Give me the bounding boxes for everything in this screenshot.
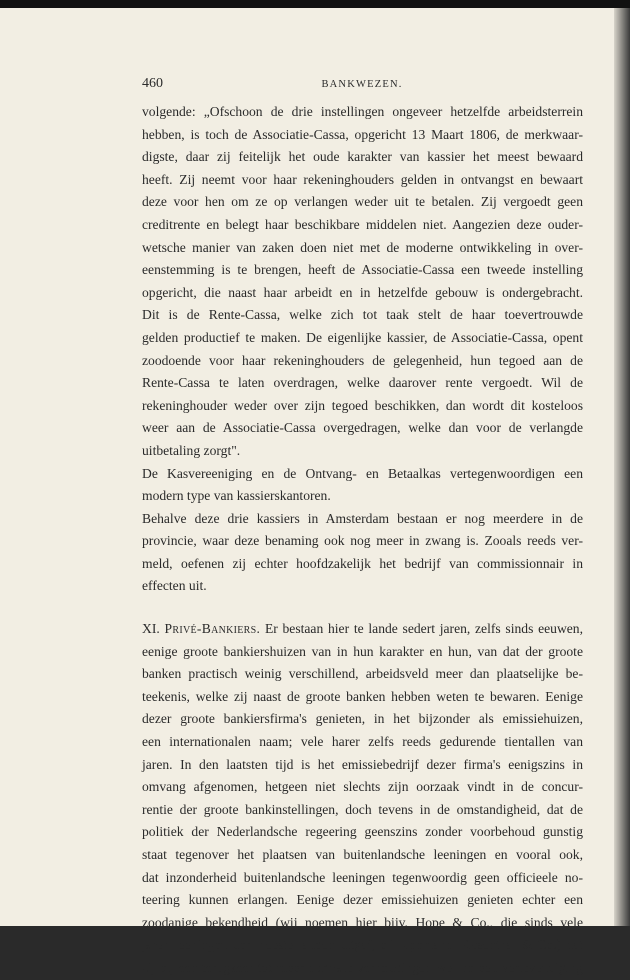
text-line: rekeninghouder weder over zijn tegoed beschikken, dan wordt dit kosteloos <box>142 397 583 413</box>
text-line: politiek der Nederlandsche regeering geenszins zonder voorbehoud gunstig <box>142 824 583 840</box>
section-first-line <box>142 618 583 641</box>
text-line: digste, daar zij feitelijk het oude karakter van kassier het meest bewaard <box>142 149 583 165</box>
text-line: wetsche manier van zaken doen niet met de moderne ontwikkeling in over- <box>142 239 583 255</box>
text-line: modern type van kassierskantoren. <box>142 488 331 504</box>
text-line: teering kunnen erlangen. Eenige dezer emissiehuizen genieten echter een <box>142 892 583 908</box>
text-line: Dit is de Rente-Cassa, welke zich tot taak stelt de haar toevertrouwde <box>142 307 583 323</box>
text-line: opgericht, die naast haar arbeidt en in hetzelfde gebouw is ondergebracht. <box>142 284 583 300</box>
text-line: uitbetaling zorgt". <box>142 442 241 458</box>
running-head: BANKWEZEN. <box>321 79 403 90</box>
text-line: staat tegenover het plaatsen van buitenlandsche leeningen en vooral ook, <box>142 847 583 862</box>
section-first-line-text: Er bestaan hier te lande sedert jaren, zelfs sinds eeuwen, <box>264 621 583 637</box>
text-line: omvang afgenomen, hetgeen niet slechts zijn oorzaak vindt in de concur- <box>142 779 583 795</box>
page-edge-shadow <box>614 8 630 926</box>
text-line: zoodoende voor haar rekeninghouders de gelegenheid, hun tegoed aan de <box>142 352 583 368</box>
scan-top-border <box>0 0 630 8</box>
text-line: volgende: „Ofschoon de drie instellingen ongeveer hetzelfde arbeidsterrein <box>142 104 583 119</box>
page-number: 460 <box>142 76 163 91</box>
body-text <box>142 101 583 980</box>
text-line: teekenis, welke zij naast de groote banken hebben weten te bewaren. Eenige <box>142 688 583 704</box>
text-line: heeft. Zij neemt voor haar rekeninghouders gelden in ontvangst en bewaart <box>142 171 583 187</box>
text-line: weer aan de Associatie-Cassa overgedragen, welke dan voor de verlangde <box>142 420 583 436</box>
text-line: dat inzonderheid buitenlandsche leeningen tegenwoordig geen officieele no- <box>142 869 583 885</box>
paragraph-kasvereeniging <box>142 463 583 508</box>
page-header <box>142 76 582 96</box>
text-line: Rente-Cassa te laten overdragen, welke daarover rente vergoedt. Wil de <box>142 375 583 391</box>
text-line: effecten uit. <box>142 578 207 594</box>
text-line: dezer groote bankiersfirma's genieten, in het bijzonder als emissiehuizen, <box>142 711 583 727</box>
paragraph-associatie-cassa <box>142 101 583 463</box>
text-line: zij bij een terugkeer tot meer normale verhoudingen wel op een verlevendiging <box>142 959 583 975</box>
text-line: eenstemming is te brengen, heeft de Associatie-Cassa een tweede instelling <box>142 262 583 278</box>
text-line: jaren leeningen der meeste landen uitgaf, of Lippmann, Rosenthal & Co.) dat <box>142 937 583 953</box>
text-line: banken practisch weinig verschillend, arbeidsveld meer dan plaatselijke be- <box>142 666 583 682</box>
text-line: provincie, waar deze benaming ook nog meer in zwang is. Zooals reeds ver- <box>142 533 583 549</box>
text-line: rentie der groote bankinstellingen, doch tevens in de omstandigheid, dat de <box>142 801 583 817</box>
text-line: hebben, is toch de Associatie-Cassa, opgericht 13 Maart 1806, de merkwaar- <box>142 126 583 142</box>
section-gap <box>142 598 583 618</box>
text-line: eenige groote bankiershuizen van in hun karakter en hun, van dat der groote <box>142 643 583 659</box>
text-line: een internationalen naam; vele harer zelfs reeds gedurende tientallen van <box>142 734 583 750</box>
paragraph-provincie <box>142 508 583 598</box>
text-line: Behalve deze drie kassiers in Amsterdam bestaan er nog meerdere in de <box>142 510 583 526</box>
section-title: Privé-Bankiers. <box>164 621 261 637</box>
text-line: jaren. In den laatsten tijd is het emissiebedrijf dezer firma's eenigszins in <box>142 756 583 772</box>
section-prive-bankiers <box>142 618 583 980</box>
text-line: deze voor hen om ze op verlangen weder uit te betalen. Zij vergoedt geen <box>142 194 583 210</box>
text-line: meld, oefenen zij echter hoofdzakelijk het bedrijf van commissionnair in <box>142 555 583 571</box>
text-line: zoodanige bekendheid (wij noemen hier bijv. Hope & Co., die sinds vele <box>142 914 583 930</box>
text-line: creditrente en belegt haar beschikbare middelen niet. Aangezien deze ouder- <box>142 216 583 232</box>
section-number: XI. <box>142 621 160 637</box>
text-line: De Kasvereeniging en de Ontvang- en Betaalkas vertegenwoordigen een <box>142 465 583 481</box>
text-line: gelden productief te maken. De eigenlijke kassier, de Associatie-Cassa, opent <box>142 329 583 345</box>
